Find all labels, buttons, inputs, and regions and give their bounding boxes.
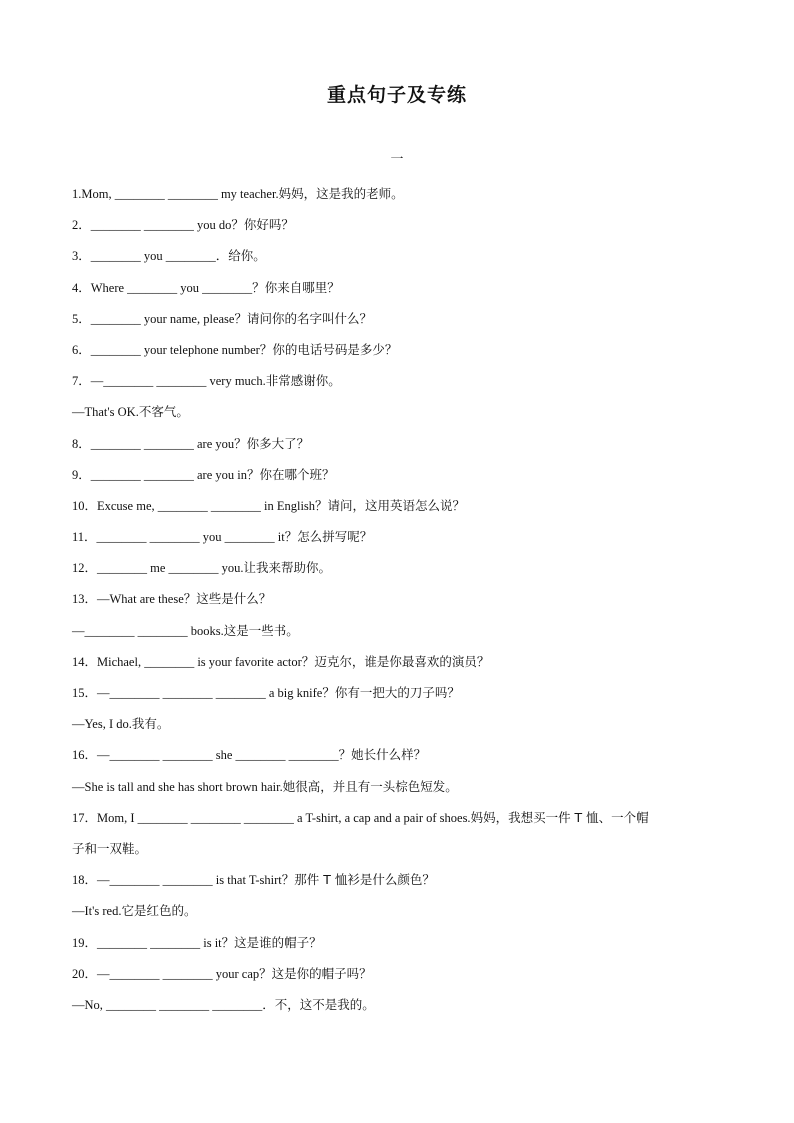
exercise-english: 10．Excuse me, ________ ________ in English？ (72, 498, 328, 513)
exercise-english: 5．________ your name, please？ (72, 311, 247, 326)
exercise-line (72, 398, 732, 429)
exercise-english: 15．—________ ________ ________ a big knife？ (72, 686, 335, 700)
exercise-english: —Yes, I do. (72, 717, 132, 732)
exercise-line (72, 617, 732, 648)
exercise-chinese: 这是一些书。 (223, 622, 299, 638)
exercise-list (72, 180, 732, 1022)
exercise-chinese: 不客气。 (138, 404, 189, 420)
exercise-english: 11．________ ________ you ________ it？ (72, 530, 298, 545)
exercise-english: 13．—What are these？ (72, 592, 197, 607)
exercise-line (72, 741, 732, 772)
exercise-chinese: 迈克尔，谁是你最喜欢的演员？ (314, 653, 490, 669)
exercise-english: 7．—________ ________ very much. (72, 374, 266, 389)
exercise-line (72, 960, 732, 991)
exercise-line (72, 929, 732, 960)
exercise-english: 1.Mom, ________ ________ my teacher. (72, 187, 279, 201)
exercise-english: 17．Mom, I ________ ________ ________ a T-shirt, a cap and a pair of shoes. (72, 810, 471, 825)
exercise-line (72, 991, 732, 1022)
exercise-chinese: 她很高，并且有一头棕色短发。 (282, 778, 458, 794)
page-title: 重点句子及专练 (326, 84, 467, 106)
exercise-chinese: 那件 T 恤衫是什么颜色？ (294, 872, 435, 888)
section-marker: 一 (390, 152, 404, 167)
exercise-chinese: 你有一把大的刀子吗？ (334, 685, 460, 700)
exercise-english: 4．Where ________ you ________？ (72, 280, 265, 295)
exercise-line (72, 554, 732, 585)
exercise-line (72, 242, 732, 273)
exercise-line (72, 866, 732, 897)
exercise-chinese: 不，这不是我的。 (274, 996, 375, 1012)
exercise-english: 19．________ ________ is it？ (72, 935, 235, 950)
exercise-chinese: 请问，这用英语怎么说？ (327, 497, 466, 513)
exercise-line (72, 648, 732, 679)
exercise-english: 2．________ ________ you do？ (72, 218, 244, 233)
exercise-english: —She is tall and she has short brown hair. (72, 779, 283, 794)
exercise-chinese: 给你。 (228, 248, 266, 264)
exercise-english: 16．—________ ________ she ________ ________？ (72, 748, 352, 763)
exercise-chinese: 它是红色的。 (121, 903, 197, 919)
exercise-english: 18．—________ ________ is that T-shirt？ (72, 873, 295, 888)
exercise-english: 9．________ ________ are you in？ (72, 467, 260, 482)
exercise-line (72, 710, 732, 741)
exercise-english: 8．________ ________ are you？ (72, 436, 247, 451)
exercise-line (72, 180, 732, 211)
exercise-chinese: 这是你的帽子吗？ (271, 965, 372, 981)
exercise-line (72, 367, 732, 398)
exercise-line (72, 461, 732, 492)
exercise-line (72, 679, 732, 710)
exercise-line (72, 585, 732, 616)
exercise-chinese: 你多大了？ (246, 435, 310, 451)
exercise-english: 14．Michael, ________ is your favorite actor？ (72, 654, 315, 669)
exercise-line (72, 430, 732, 461)
exercise-english: —That's OK. (72, 405, 139, 420)
exercise-chinese: 她长什么样？ (351, 747, 427, 763)
exercise-english: —No, ________ ________ ________． (72, 997, 275, 1012)
exercise-line (72, 897, 732, 928)
exercise-line (72, 835, 732, 866)
exercise-line (72, 804, 732, 835)
exercise-line (72, 773, 732, 804)
exercise-line (72, 274, 732, 305)
exercise-chinese: 妈妈，这是我的老师。 (278, 186, 404, 201)
exercise-chinese: 我有。 (131, 716, 170, 732)
exercise-english: 20．—________ ________ your cap？ (72, 966, 272, 981)
exercise-chinese: 你的电话号码是多少？ (272, 341, 398, 357)
exercise-chinese: 怎么拼写呢？ (297, 529, 373, 545)
exercise-chinese: 子和一双鞋。 (72, 840, 148, 856)
exercise-chinese: 你来自哪里？ (264, 279, 340, 295)
exercise-chinese: 这是谁的帽子？ (234, 934, 322, 950)
exercise-english: 6．________ your telephone number？ (72, 342, 273, 357)
exercise-chinese: 让我来帮助你。 (243, 560, 332, 576)
exercise-chinese: 非常感谢你。 (265, 373, 341, 389)
exercise-chinese: 请问你的名字叫什么？ (246, 310, 372, 326)
exercise-chinese: 妈妈，我想买一件 T 恤、一个帽 (470, 809, 649, 825)
exercise-english: —________ ________ books. (72, 623, 224, 638)
exercise-english: 12．________ me ________ you. (72, 561, 244, 576)
exercise-line (72, 211, 732, 242)
exercise-english: 3．________ you ________． (72, 249, 229, 264)
exercise-chinese: 你好吗？ (243, 217, 294, 233)
exercise-line (72, 523, 732, 554)
exercise-line (72, 305, 732, 336)
exercise-chinese: 这些是什么？ (196, 591, 272, 607)
exercise-line (72, 492, 732, 523)
exercise-english: —It's red. (72, 904, 122, 919)
exercise-line (72, 336, 732, 367)
exercise-chinese: 你在哪个班？ (259, 466, 335, 482)
